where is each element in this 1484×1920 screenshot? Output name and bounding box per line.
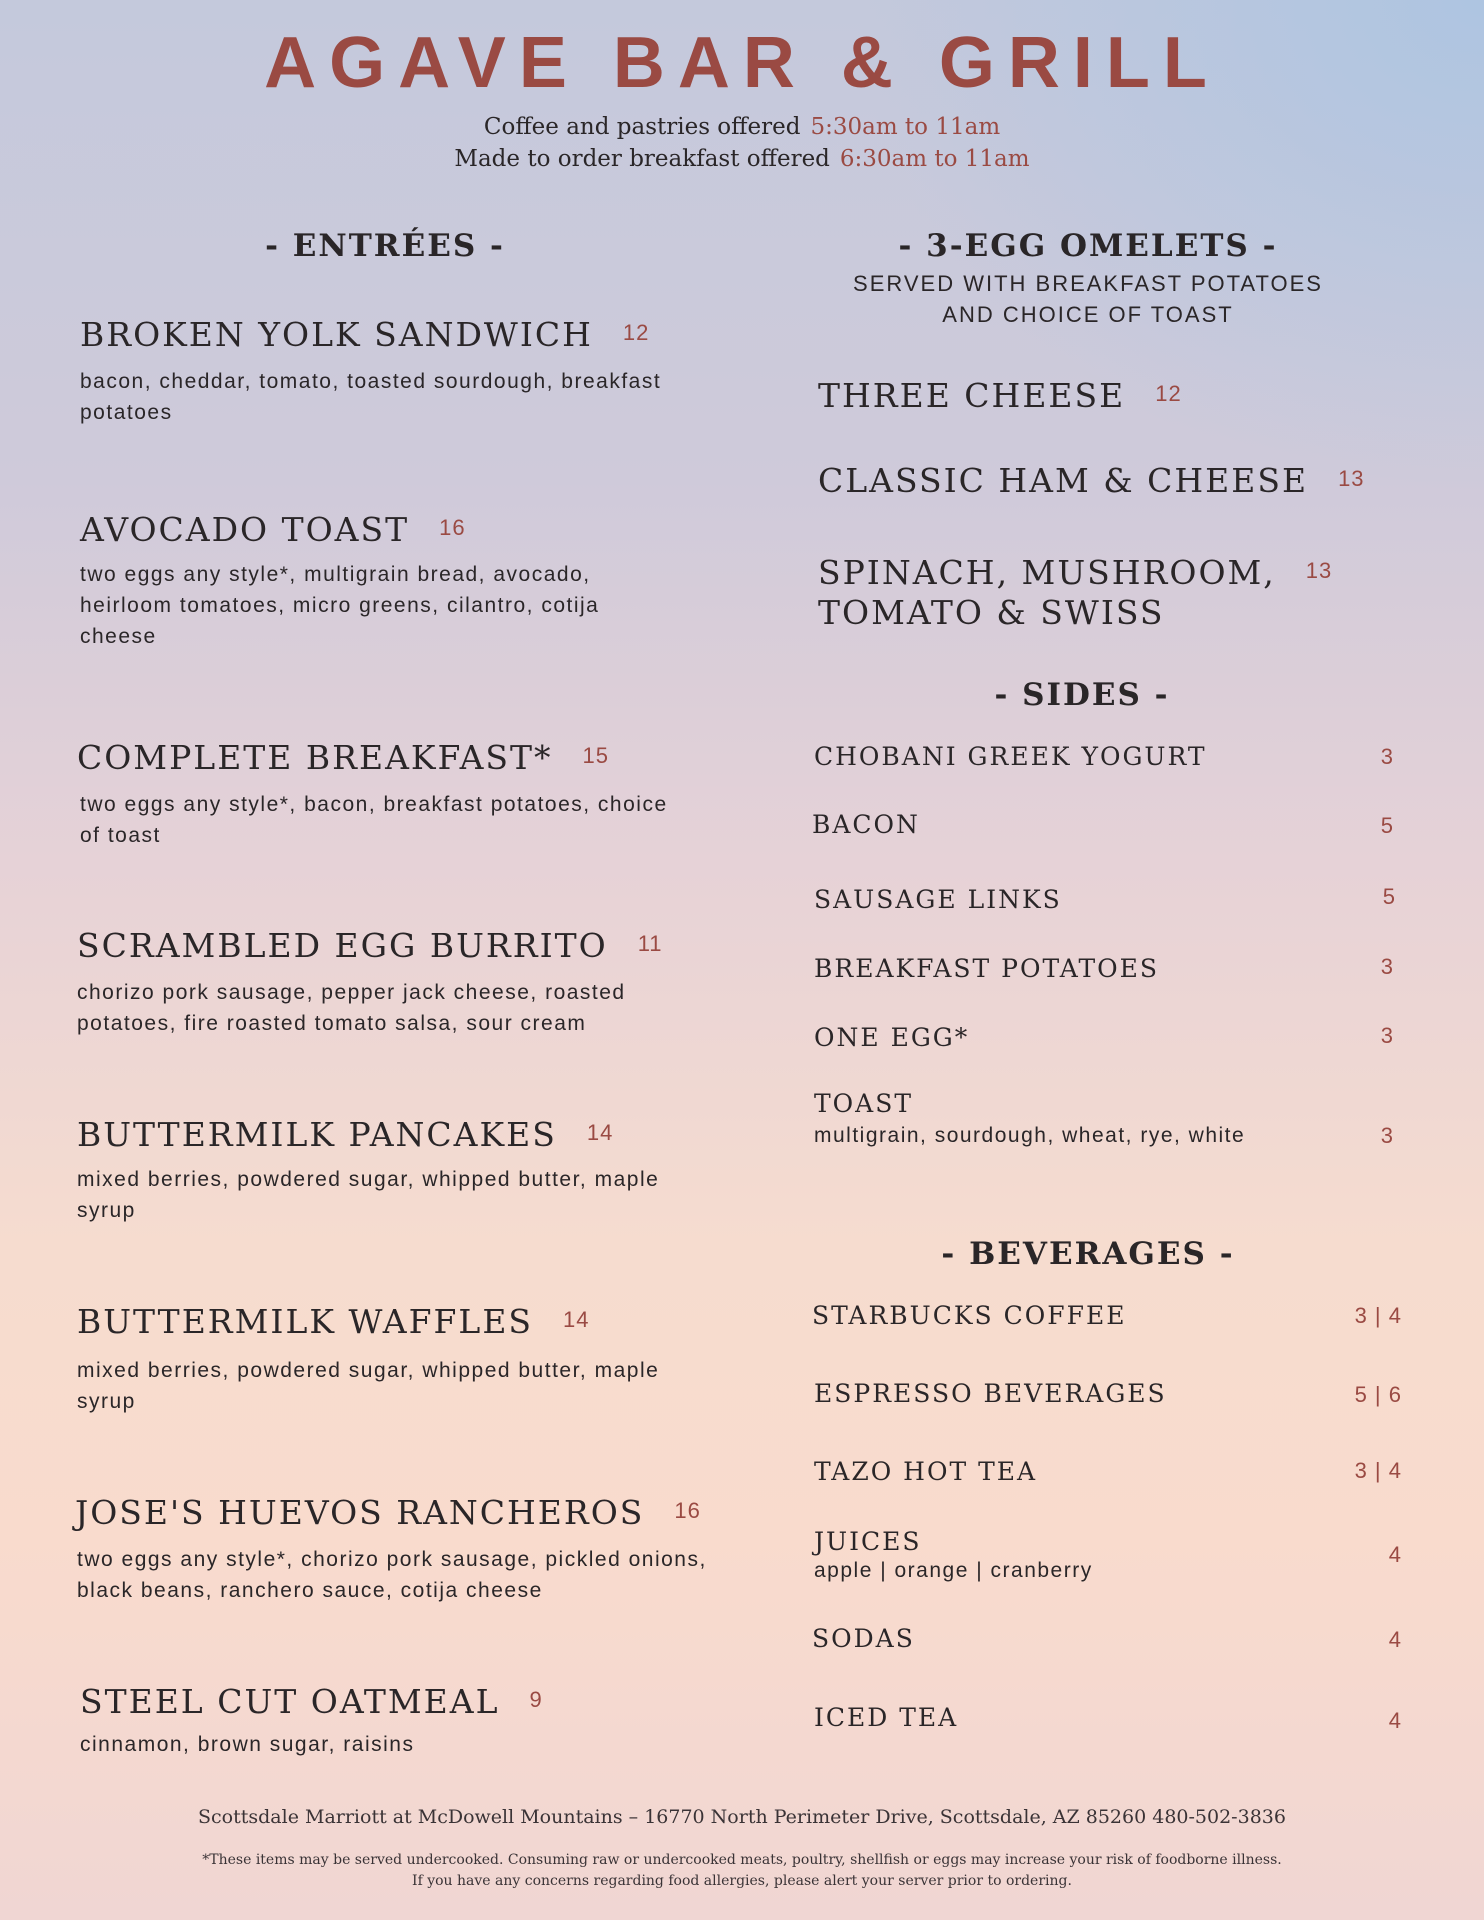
entree-name: AVOCADO TOAST (80, 510, 410, 549)
entree-item (77, 1115, 677, 1226)
entree-price: 12 (622, 320, 650, 345)
sides-title: - SIDES - (994, 677, 1170, 713)
footer-disclaimer-line: *These items may be served undercooked. Consuming raw or undercooked meats, poultry, shellfish or eggs may increase your risk of foodborne illness. (202, 1852, 1282, 1868)
entree-description: mixed berries, powdered sugar, whipped butter, maple syrup (77, 1359, 660, 1413)
omelet-item (818, 459, 1365, 501)
entree-price: 14 (563, 1307, 590, 1332)
entree-name: COMPLETE BREAKFAST* (77, 738, 553, 777)
entree-name: BUTTERMILK WAFFLES (77, 1302, 534, 1341)
entree-description: cinnamon, brown sugar, raisins (80, 1733, 415, 1756)
side-price: 5 (1382, 884, 1396, 909)
entree-price: 11 (637, 931, 663, 956)
beverage-name: TAZO HOT TEA (814, 1457, 1038, 1486)
beverage-price: 4 (1388, 1542, 1402, 1567)
side-price: 3 (1380, 1023, 1394, 1048)
entree-price: 16 (674, 1498, 701, 1523)
side-name: BREAKFAST POTATOES (814, 954, 1160, 983)
restaurant-title: AGAVE BAR & GRILL (264, 23, 1220, 103)
entrees-title: - ENTRÉES - (265, 228, 505, 264)
entree-name: BROKEN YOLK SANDWICH (80, 315, 593, 354)
entree-description: mixed berries, powdered sugar, whipped butter, maple syrup (77, 1168, 660, 1222)
side-name: TOAST (814, 1089, 914, 1118)
entree-description: chorizo pork sausage, pepper jack cheese, roasted potatoes, fire roasted tomato salsa, sour cream (77, 981, 626, 1035)
entree-price: 15 (582, 743, 610, 768)
entree-item (80, 1682, 720, 1760)
entree-item (77, 1302, 677, 1417)
beverage-price: 3 | 4 (1354, 1458, 1402, 1483)
entree-name: STEEL CUT OATMEAL (80, 1682, 500, 1721)
omelet-item (818, 551, 1332, 633)
entree-description: two eggs any style*, chorizo pork sausage, pickled onions, black beans, ranchero sauce, cotija cheese (77, 1548, 707, 1602)
beverage-name: SODAS (812, 1624, 915, 1653)
entree-name: JOSE'S HUEVOS RANCHEROS (75, 1493, 645, 1532)
entree-description: bacon, cheddar, tomato, toasted sourdough, breakfast potatoes (80, 370, 662, 424)
beverages-title: - BEVERAGES - (941, 1236, 1235, 1272)
hours-label: Coffee and pastries offered (483, 114, 801, 140)
entree-name: SCRAMBLED EGG BURRITO (77, 926, 608, 965)
entree-price: 9 (529, 1687, 543, 1712)
entree-item (80, 510, 680, 652)
beverage-price: 5 | 6 (1354, 1382, 1402, 1407)
beverage-name: ESPRESSO BEVERAGES (814, 1379, 1167, 1408)
hours-time: 6:30am to 11am (839, 146, 1030, 172)
entree-price: 16 (439, 515, 466, 540)
entree-description: two eggs any style*, multigrain bread, avocado, heirloom tomatoes, micro greens, cilantro, cotija cheese (80, 563, 600, 648)
entree-name: BUTTERMILK PANCAKES (77, 1115, 557, 1154)
entree-item (77, 738, 680, 851)
omelet-item (818, 374, 1182, 416)
beverage-price: 4 (1388, 1708, 1402, 1733)
footer-disclaimer (0, 1850, 1484, 1892)
omelet-price: 13 (1338, 466, 1365, 491)
omelet-name: CLASSIC HAM & CHEESE (818, 461, 1309, 500)
hours-label: Made to order breakfast offered (454, 146, 830, 172)
beverage-name: STARBUCKS COFFEE (812, 1301, 1127, 1330)
side-price: 3 (1380, 954, 1394, 979)
omelet-name: TOMATO & SWISS (818, 593, 1165, 632)
omelets-subtitle-line: SERVED WITH BREAKFAST POTATOES (853, 271, 1323, 296)
footer-disclaimer-line: If you have any concerns regarding food allergies, please alert your server prior to ordering. (412, 1873, 1072, 1889)
omelets-subtitle (788, 268, 1388, 330)
beverage-subtext: apple | orange | cranberry (814, 1559, 1093, 1582)
beverage-price: 3 | 4 (1354, 1303, 1402, 1328)
hours-line-coffee (0, 114, 1484, 140)
hours-time: 5:30am to 11am (810, 114, 1001, 140)
side-subtext: multigrain, sourdough, wheat, rye, white (814, 1124, 1246, 1147)
entree-description: two eggs any style*, bacon, breakfast potatoes, choice of toast (80, 793, 668, 847)
omelets-subtitle-line: AND CHOICE OF TOAST (942, 302, 1234, 327)
omelet-price: 13 (1305, 558, 1333, 583)
hours-line-breakfast (0, 146, 1484, 172)
entree-item (80, 315, 720, 428)
entree-price: 14 (586, 1120, 614, 1145)
beverage-name: ICED TEA (814, 1703, 959, 1732)
omelets-title: - 3-EGG OMELETS - (898, 228, 1278, 264)
side-name: CHOBANI GREEK YOGURT (814, 742, 1207, 771)
omelet-name: SPINACH, MUSHROOM, (818, 553, 1276, 592)
entree-item (77, 926, 707, 1039)
footer-address: Scottsdale Marriott at McDowell Mountains – 16770 North Perimeter Drive, Scottsdale, AZ 85260 480-502-3836 (198, 1806, 1286, 1828)
side-name: ONE EGG* (814, 1023, 970, 1052)
side-price: 3 (1380, 1123, 1394, 1148)
entree-item (75, 1493, 707, 1606)
side-price: 3 (1380, 744, 1394, 769)
beverage-name: JUICES (814, 1527, 922, 1556)
side-name: SAUSAGE LINKS (814, 885, 1062, 914)
side-price: 5 (1380, 813, 1394, 838)
omelet-name: THREE CHEESE (818, 376, 1126, 415)
side-name: BACON (812, 810, 920, 839)
beverage-price: 4 (1388, 1627, 1402, 1652)
omelet-price: 12 (1155, 381, 1182, 406)
